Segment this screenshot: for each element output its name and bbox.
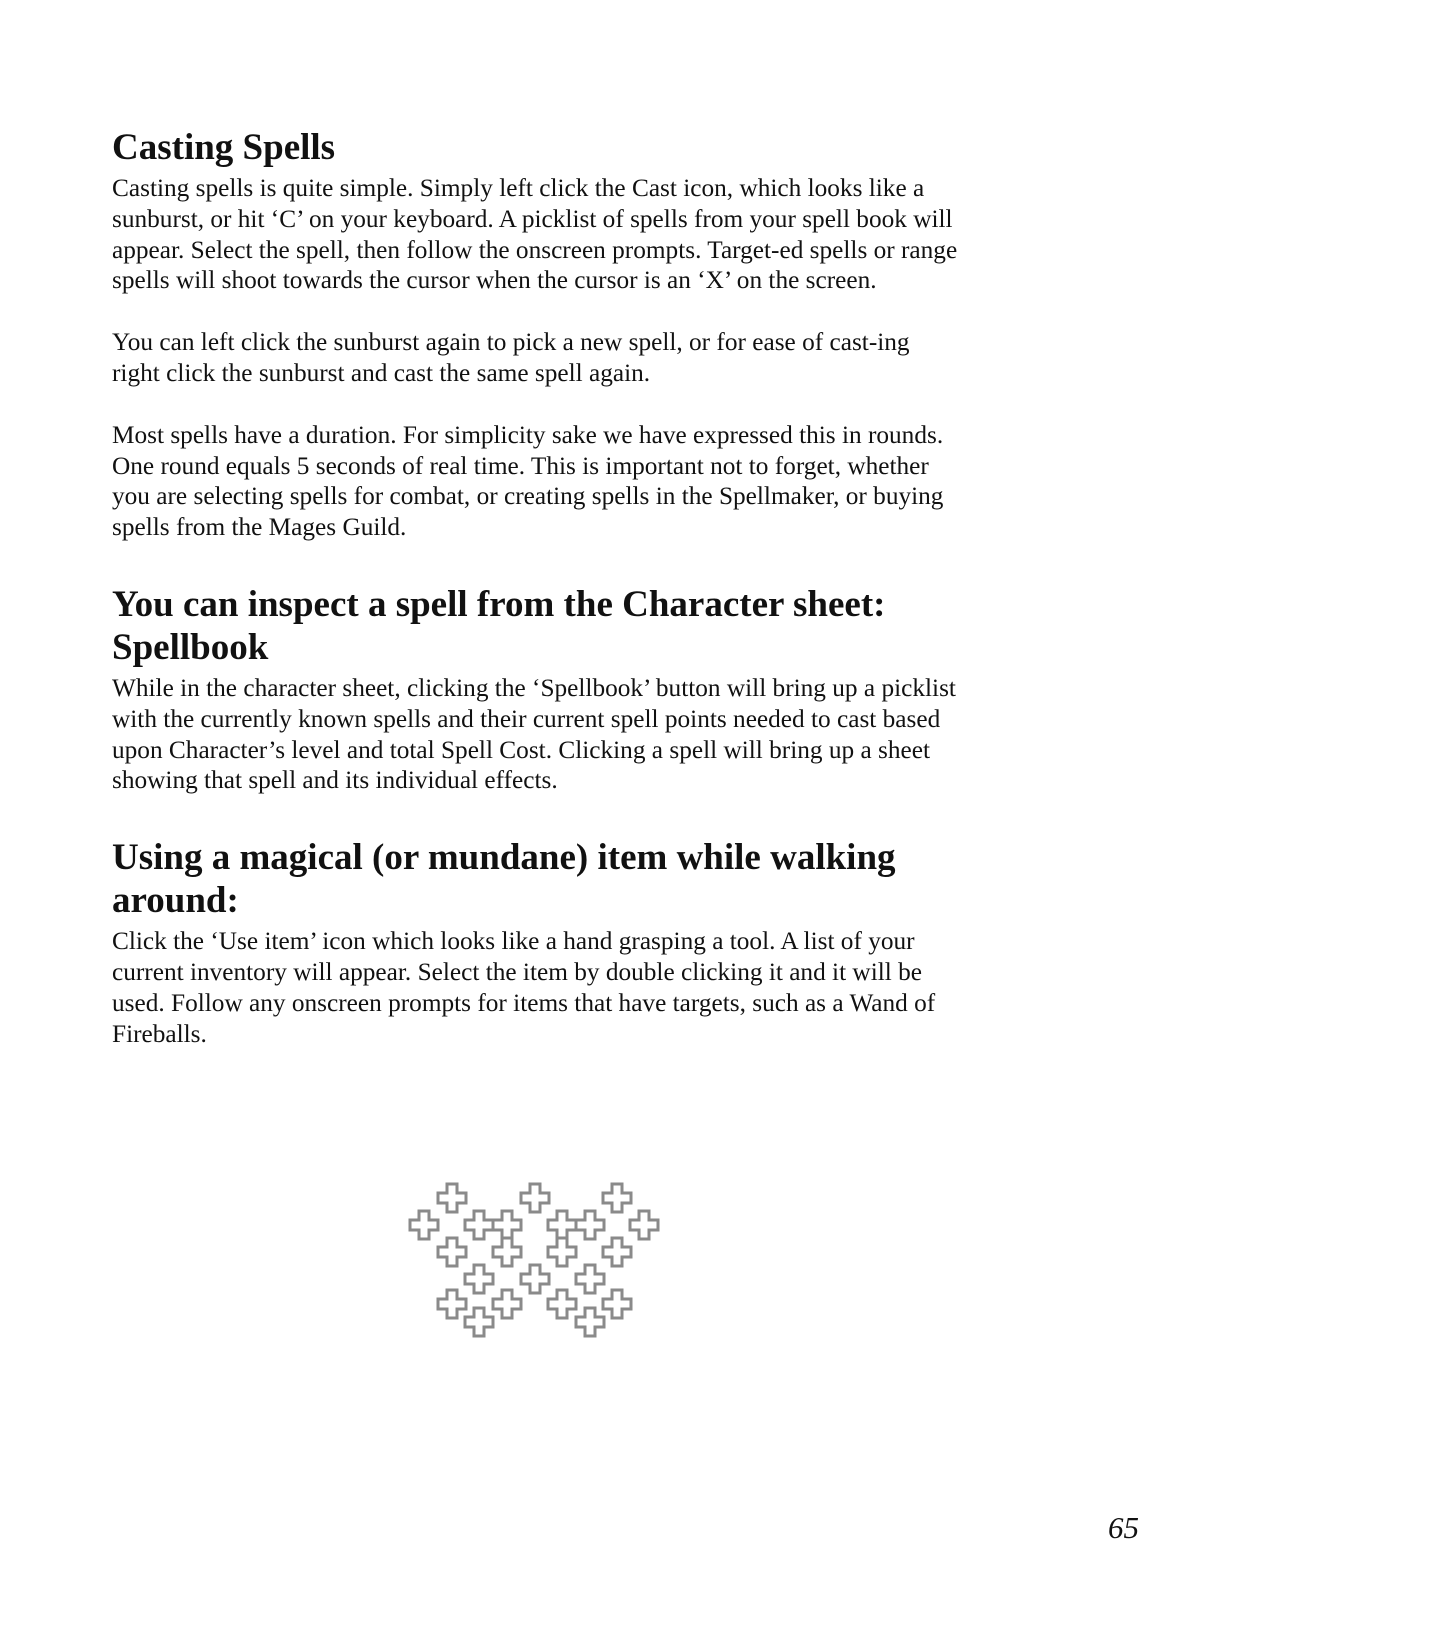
page-content: [112, 126, 962, 1049]
section-casting-spells: [112, 126, 962, 543]
paragraph-spacer: [112, 296, 962, 327]
section-spacer: [112, 543, 962, 583]
ornament-crosses: [410, 1184, 658, 1336]
section-heading-casting-spells: Casting Spells: [112, 127, 336, 168]
section-heading-using-item: Using a magical (or mundane) item while walking around:: [112, 837, 896, 922]
casting-paragraph-1: Casting spells is quite simple. Simply left click the Cast icon, which looks like a sunburst, or hit ‘C’ on your keyboard. A picklist of spells from your spell book will appear. Select the spell, then follow the onscreen prompts. Target-ed spells or range spells will shoot towards the cursor when the cursor is an ‘X’ on the screen.: [112, 174, 958, 295]
inspect-paragraph-1: While in the character sheet, clicking the ‘Spellbook’ button will bring up a picklist with the currently known spells and their current spell points needed to cast based upon Character’s level and total Spell Cost. Clicking a spell will bring up a sheet showing that spell and its individual effects.: [112, 673, 956, 795]
section-heading-inspect-spell: You can inspect a spell from the Character sheet: Spellbook: [112, 583, 886, 668]
section-inspect-spell: [112, 583, 962, 796]
section-using-item: [112, 836, 962, 1049]
page-number: 65: [1108, 1510, 1139, 1545]
using-item-paragraph-1: Click the ‘Use item’ icon which looks like a hand grasping a tool. A list of your current inventory will appear. Select the item by double clicking it and it will be used. Follow any onscreen prompts for items that have targets, such as a Wand of Fireballs.: [112, 927, 936, 1048]
cross-pattern-ornament-icon: [404, 1180, 666, 1338]
paragraph-spacer: [112, 389, 962, 420]
section-spacer: [112, 796, 962, 836]
casting-paragraph-3: Most spells have a duration. For simplicity sake we have expressed this in rounds. One round equals 5 seconds of real time. This is important not to forget, whether you are selecting spells for combat, or creating spells in the Spellmaker, or buying spells from the Mages Guild.: [112, 420, 944, 542]
casting-paragraph-2: You can left click the sunburst again to pick a new spell, or for ease of cast-ing right click the sunburst and cast the same spell again.: [112, 328, 910, 387]
